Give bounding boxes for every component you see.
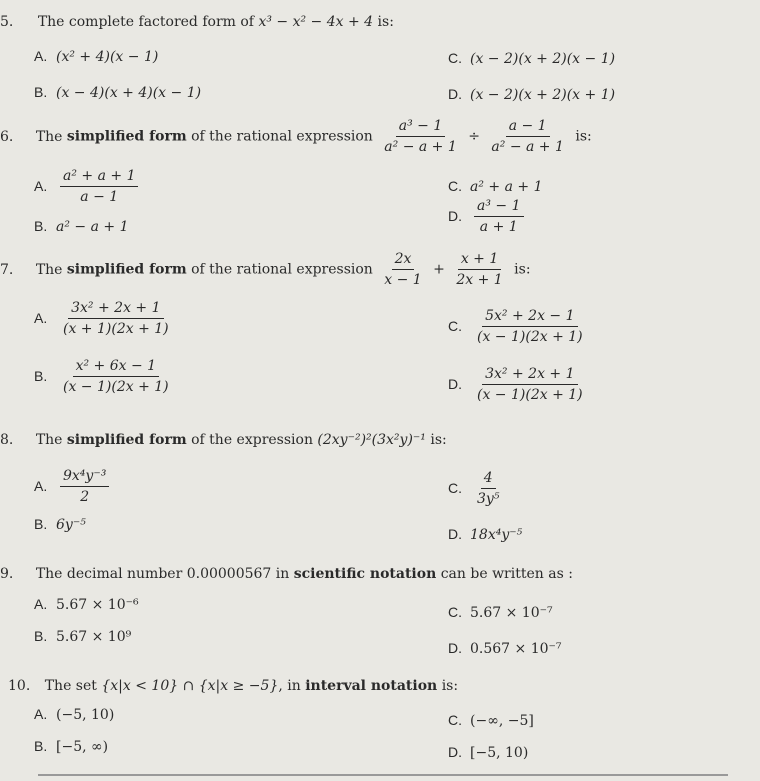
- option-text: 6y⁻⁵: [56, 517, 86, 533]
- question-number: 7.: [0, 261, 14, 278]
- stem-bold-text: scientific notation: [293, 566, 437, 582]
- option-text: a² − a + 1: [56, 219, 129, 235]
- option-text: 5.67 × 10⁻⁶: [56, 597, 139, 613]
- fraction: [474, 198, 524, 235]
- option-b[interactable]: [34, 738, 108, 755]
- fraction: [381, 251, 424, 288]
- option-b[interactable]: [34, 218, 128, 235]
- option-d[interactable]: [448, 640, 562, 657]
- fraction: [60, 468, 109, 505]
- option-text: 18x⁴y⁻⁵: [470, 527, 523, 543]
- numerator: a − 1: [506, 118, 550, 137]
- stem-bold-text: simplified form: [66, 261, 187, 278]
- option-label: B.: [34, 738, 48, 754]
- numerator: 3x² + 2x + 1: [482, 366, 577, 385]
- question-number: 6.: [0, 128, 14, 145]
- option-c[interactable]: [448, 712, 534, 729]
- denominator: a − 1: [80, 189, 119, 206]
- option-label: C.: [448, 604, 462, 620]
- option-label: A.: [34, 596, 48, 612]
- question-6-stem: [0, 118, 592, 155]
- denominator: (x − 1)(2x + 1): [477, 387, 583, 404]
- option-text: [−5, 10): [470, 745, 529, 761]
- option-label: C.: [448, 479, 462, 496]
- option-text: 5.67 × 10⁻⁷: [470, 605, 553, 621]
- option-c[interactable]: [448, 604, 553, 621]
- denominator: 2: [80, 489, 90, 506]
- stem-text: of the rational expression: [191, 261, 373, 278]
- stem-text: is:: [441, 678, 459, 694]
- fraction: [474, 470, 502, 507]
- operator: +: [433, 261, 445, 278]
- stem-bold-text: interval notation: [305, 678, 438, 694]
- denominator: (x − 1)(2x + 1): [477, 329, 583, 346]
- question-number: 8.: [0, 432, 14, 448]
- question-5-stem: [0, 14, 394, 30]
- option-c[interactable]: [448, 50, 615, 67]
- denominator: 3y⁵: [477, 491, 500, 508]
- denominator: 2x + 1: [456, 272, 503, 289]
- option-label: D.: [448, 526, 462, 542]
- option-a[interactable]: [34, 300, 176, 337]
- option-b[interactable]: [34, 628, 131, 645]
- stem-text: The: [35, 261, 63, 278]
- stem-text: is:: [430, 432, 447, 448]
- option-label: B.: [34, 84, 48, 100]
- stem-text: of the expression: [191, 432, 313, 448]
- option-text: (−5, 10): [56, 707, 115, 723]
- option-b[interactable]: [34, 358, 176, 395]
- stem-text: can be written as :: [440, 566, 573, 582]
- option-a[interactable]: [34, 706, 114, 723]
- numerator: a³ − 1: [396, 118, 446, 137]
- denominator: a + 1: [479, 219, 518, 236]
- stem-text: The: [35, 128, 63, 145]
- stem-text: is:: [377, 14, 394, 30]
- option-c[interactable]: [448, 470, 506, 507]
- question-number: 9.: [0, 566, 14, 582]
- option-label: D.: [448, 207, 462, 224]
- numerator: a² + a + 1: [60, 168, 138, 187]
- option-label: A.: [34, 706, 48, 722]
- option-d[interactable]: [448, 744, 528, 761]
- stem-text: The set: [44, 678, 97, 694]
- option-text: (x² + 4)(x − 1): [56, 49, 159, 65]
- denominator: a² − a + 1: [384, 139, 457, 156]
- option-label: B.: [34, 628, 48, 644]
- question-number: 5.: [0, 14, 14, 30]
- fraction: [381, 118, 459, 155]
- fraction: [60, 358, 172, 395]
- stem-text: The complete factored form of: [37, 14, 254, 30]
- numerator: 4: [481, 470, 496, 489]
- question-10-stem: [0, 678, 458, 694]
- numerator: 3x² + 2x + 1: [68, 300, 163, 319]
- option-label: D.: [448, 86, 462, 102]
- math-expression: x³ − x² − 4x + 4: [258, 14, 374, 30]
- option-label: A.: [34, 477, 48, 494]
- option-text: 0.567 × 10⁻⁷: [470, 641, 562, 657]
- option-text: (−∞, −5]: [470, 713, 534, 729]
- numerator: 5x² + 2x − 1: [482, 308, 577, 327]
- fraction: [474, 308, 586, 345]
- numerator: x + 1: [458, 251, 501, 270]
- question-8-stem: [0, 432, 447, 448]
- option-label: B.: [34, 367, 48, 384]
- numerator: 2x: [392, 251, 415, 270]
- math-expression: {x|x < 10} ∩ {x|x ≥ −5}: [101, 678, 279, 694]
- option-label: D.: [448, 744, 462, 760]
- stem-text: is:: [575, 128, 592, 145]
- question-9-stem: [0, 566, 573, 582]
- option-b[interactable]: [34, 84, 201, 101]
- option-label: A.: [34, 177, 48, 194]
- option-d[interactable]: [448, 526, 522, 543]
- page-edge-line: [38, 774, 728, 776]
- option-d[interactable]: [448, 198, 528, 235]
- option-b[interactable]: [34, 516, 86, 533]
- operator: ÷: [468, 128, 480, 145]
- option-label: B.: [34, 218, 48, 234]
- stem-text: of the rational expression: [191, 128, 373, 145]
- question-number: 10.: [8, 678, 31, 694]
- question-7-stem: [0, 251, 531, 288]
- denominator: (x + 1)(2x + 1): [63, 321, 169, 338]
- fraction: [60, 300, 172, 337]
- option-text: (x − 2)(x + 2)(x − 1): [470, 51, 616, 67]
- stem-text: , in: [278, 678, 301, 694]
- stem-bold-text: simplified form: [66, 432, 187, 448]
- fraction: [453, 251, 505, 288]
- option-label: A.: [34, 48, 48, 64]
- option-label: C.: [448, 712, 462, 728]
- option-a[interactable]: [34, 596, 139, 613]
- denominator: x − 1: [384, 272, 422, 289]
- numerator: a³ − 1: [474, 198, 524, 217]
- option-text: a² + a + 1: [470, 179, 543, 195]
- option-a[interactable]: [34, 468, 113, 505]
- option-a[interactable]: [34, 48, 158, 65]
- option-text: (x − 2)(x + 2)(x + 1): [470, 87, 616, 103]
- option-label: D.: [448, 640, 462, 656]
- stem-text: The: [35, 432, 63, 448]
- option-text: 5.67 × 10⁹: [56, 629, 132, 645]
- option-a[interactable]: [34, 168, 142, 205]
- option-label: D.: [448, 375, 462, 392]
- numerator: x² + 6x − 1: [73, 358, 159, 377]
- option-label: A.: [34, 309, 48, 326]
- option-c[interactable]: [448, 178, 542, 195]
- option-text: (x − 4)(x + 4)(x − 1): [56, 85, 202, 101]
- option-label: C.: [448, 50, 462, 66]
- denominator: (x − 1)(2x + 1): [63, 379, 169, 396]
- option-label: C.: [448, 317, 462, 334]
- option-d[interactable]: [448, 86, 615, 103]
- stem-text: The decimal number 0.00000567 in: [35, 566, 290, 582]
- option-c[interactable]: [448, 308, 590, 345]
- fraction: [488, 118, 566, 155]
- numerator: 9x⁴y⁻³: [60, 468, 109, 487]
- option-text: [−5, ∞): [56, 739, 109, 755]
- option-label: C.: [448, 178, 462, 194]
- option-d[interactable]: [448, 366, 590, 403]
- stem-bold-text: simplified form: [66, 128, 187, 145]
- math-expression: (2xy⁻²)²(3x²y)⁻¹: [317, 432, 426, 448]
- stem-text: is:: [514, 261, 531, 278]
- fraction: [474, 366, 586, 403]
- denominator: a² − a + 1: [491, 139, 564, 156]
- fraction: [60, 168, 138, 205]
- option-label: B.: [34, 516, 48, 532]
